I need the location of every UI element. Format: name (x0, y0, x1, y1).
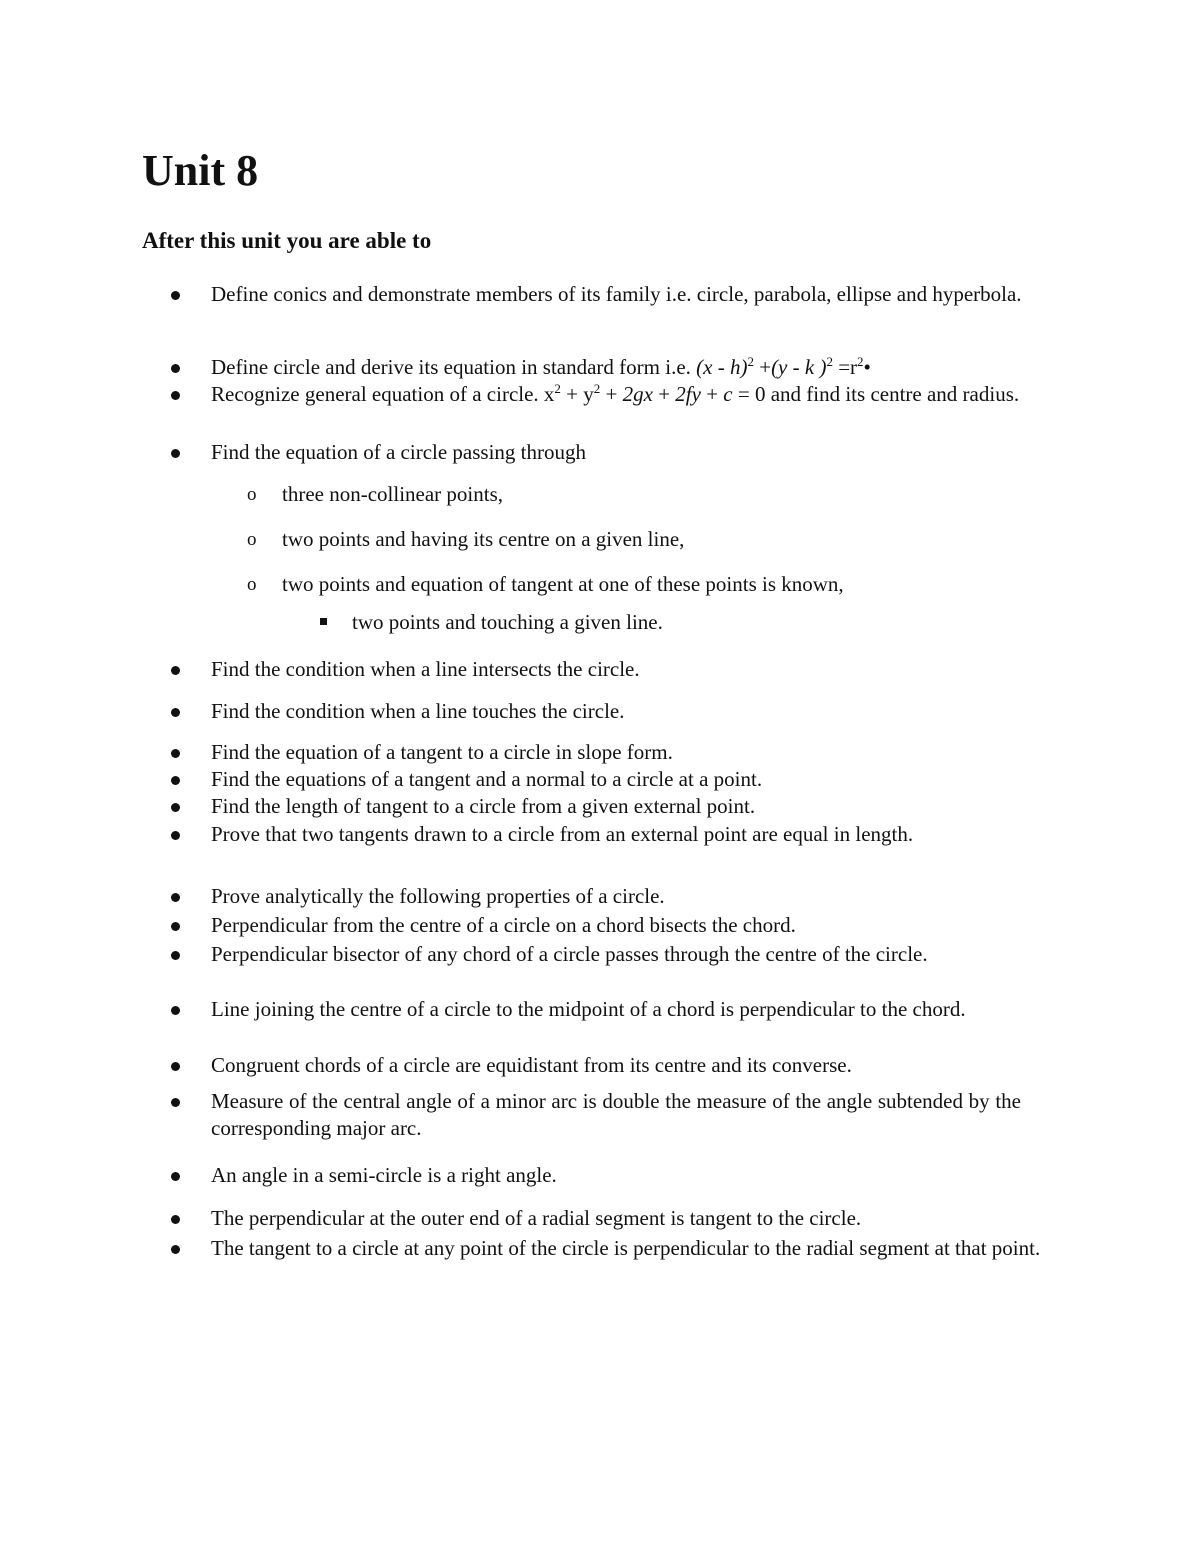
section-subtitle: After this unit you are able to (142, 228, 432, 253)
standard-form-equation: (x - h)$^2$ +(y - k )$^2 =r^2•$ (696, 354, 871, 379)
list-item: Recognize general equation of a circle. $x^2 + y^2 + 2gx + 2fy + c = 0$ and find its centre and radius. (211, 381, 1066, 408)
bullet-icon (171, 708, 180, 717)
list-item: Line joining the centre of a circle to the midpoint of a chord is perpendicular to the chord. (211, 996, 1036, 1023)
list-item: Find the condition when a line touches the circle. (211, 698, 1066, 725)
general-equation: $x^2 + y^2 + 2gx + 2fy + c = 0$ (543, 381, 766, 406)
bullet-icon (171, 893, 180, 902)
bullet-icon (171, 391, 180, 400)
bullet-icon (171, 776, 180, 785)
list-item: The tangent to a circle at any point of the circle is perpendicular to the radial segment at that point. (211, 1235, 1061, 1262)
circle-marker-icon: o (247, 484, 257, 505)
sub-sub-list-item: two points and touching a given line. (352, 609, 1052, 636)
square-bullet-icon (320, 618, 327, 625)
circle-marker-icon: o (247, 529, 257, 550)
list-item: Find the equation of a tangent to a circle in slope form. (211, 739, 1066, 766)
list-item: Find the condition when a line intersects the circle. (211, 656, 1066, 683)
bullet-icon (171, 1172, 180, 1181)
bullet-icon (171, 1006, 180, 1015)
bullet-icon (171, 951, 180, 960)
list-item: Prove that two tangents drawn to a circle from an external point are equal in length. (211, 821, 1001, 848)
list-item: An angle in a semi-circle is a right angle. (211, 1162, 1066, 1189)
bullet-icon (171, 803, 180, 812)
list-item: The perpendicular at the outer end of a radial segment is tangent to the circle. (211, 1205, 1066, 1232)
bullet-icon (171, 749, 180, 758)
bullet-icon (171, 291, 180, 300)
list-item: Prove analytically the following properties of a circle. (211, 883, 1066, 910)
bullet-icon (171, 831, 180, 840)
list-item: Define conics and demonstrate members of its family i.e. circle, parabola, ellipse and hyperbola. (211, 281, 1066, 308)
bullet-icon (171, 449, 180, 458)
bullet-icon (171, 364, 180, 373)
sub-list-item: o two points and equation of tangent at one of these points is known, (247, 572, 844, 596)
list-item: Congruent chords of a circle are equidistant from its centre and its converse. (211, 1052, 1066, 1079)
list-item: Perpendicular bisector of any chord of a circle passes through the centre of the circle. (211, 941, 1019, 968)
bullet-icon (171, 922, 180, 931)
bullet-icon (171, 1215, 180, 1224)
list-item: Find the length of tangent to a circle from a given external point. (211, 793, 1066, 820)
list-item: Find the equations of a tangent and a normal to a circle at a point. (211, 766, 1066, 793)
sub-list-item: o two points and having its centre on a given line, (247, 527, 685, 551)
bullet-icon (171, 1245, 180, 1254)
list-item: Define circle and derive its equation in standard form i.e. (x - h)$^2$ +(y - k )$^2 =r^2•$ (211, 354, 1111, 381)
circle-marker-icon: o (247, 574, 257, 595)
sub-list-item: o three non-collinear points, (247, 482, 504, 506)
bullet-icon (171, 666, 180, 675)
list-item: Measure of the central angle of a minor arc is double the measure of the angle subtended by the corresponding major arc. (211, 1088, 1021, 1142)
list-item: Perpendicular from the centre of a circle on a chord bisects the chord. (211, 912, 1066, 939)
bullet-icon (171, 1062, 180, 1071)
list-item: Find the equation of a circle passing through (211, 439, 1066, 466)
page-title: Unit 8 (142, 146, 259, 195)
bullet-icon (171, 1098, 180, 1107)
